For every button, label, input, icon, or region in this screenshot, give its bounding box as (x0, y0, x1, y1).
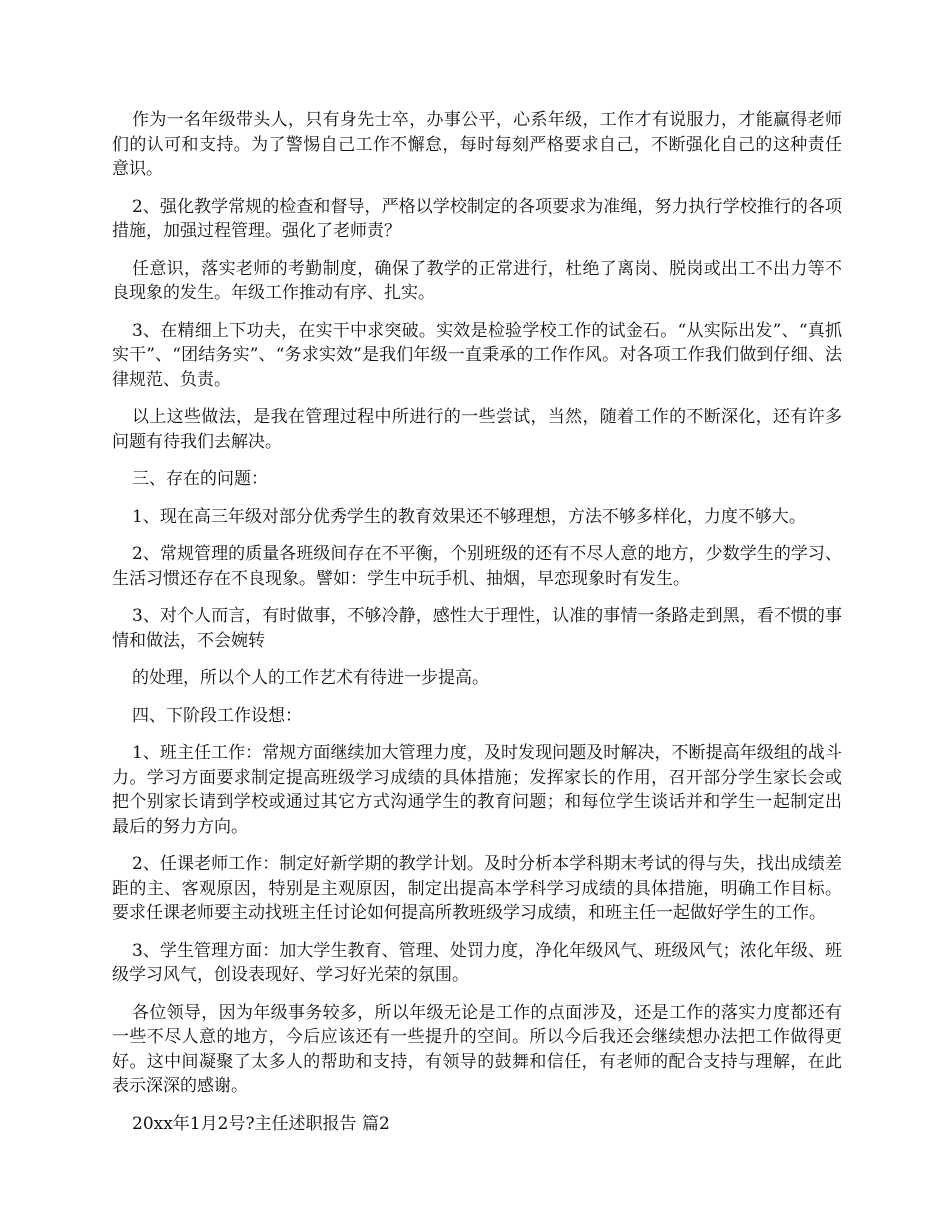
section-heading-next-plan: 四、下阶段工作设想： (132, 705, 302, 726)
paragraph-closing: 各位领导，因为年级事务较多，所以年级无论是工作的点面涉及，还是工作的落实力度都还有一些不尽人意的地方，今后应该还有一些提升的空间。所以今后我还会继续想办法把工作做得更好。这中间凝聚了太多人的帮助和支持，有领导的鼓舞和信任，有老师的配合支持与理解，在此表示深深的感谢。 (112, 1002, 842, 1096)
section-heading-problems: 三、存在的问题： (132, 469, 268, 489)
paragraph-plan-3: 3、学生管理方面：加大学生教育、管理、处罚力度，净化年级风气、班级风气；浓化年级、班级学习风气，创设表现好、学习好光荣的氛围。 (112, 940, 842, 985)
paragraph-responsibility: 作为一名年级带头人，只有身先士卒，办事公平，心系年级，工作才有说服力，才能赢得老师们的认可和支持。为了警惕自己工作不懈怠，每时每刻严格要求自己，不断强化自己的这种责任意识。 (112, 110, 842, 179)
paragraph-summary: 以上这些做法，是我在管理过程中所进行的一些尝试，当然，随着工作的不断深化，还有许多问题有待我们去解决。 (112, 407, 842, 452)
paragraph-work-style: 3、在精细上下功夫，在实干中求突破。实效是检验学校工作的试金石。“从实际出发”、“真抓实干”、“团结务实”、“务求实效”是我们年级一直秉承的工作作风。对各项工作我们做到仔细、法律规范、负责。 (112, 320, 842, 390)
paragraph-problem-2: 2、常规管理的质量各班级间存在不平衡，个别班级的还有不尽人意的地方，少数学生的学习、生活习惯还存在不良现象。譬如：学生中玩手机、抽烟，早恋现象时有发生。 (112, 544, 842, 589)
paragraph-plan-2: 2、任课老师工作：制定好新学期的教学计划。及时分析本学科期末考试的得与失，找出成绩差距的主、客观原因，特别是主观原因，制定出提高本学科学习成绩的具体措施，明确工作目标。要求任课老师要主动找班主任讨论如何提高所教班级学习成绩，和班主任一起做好学生的工作。 (112, 854, 842, 923)
paragraph-problem-1: 1、现在高三年级对部分优秀学生的教育效果还不够理想，方法不够多样化，力度不够大。 (132, 506, 806, 527)
document-page (112, 108, 842, 1149)
paragraph-date-title: 20xx年1月2号?主任述职报告 篇2 (132, 1113, 390, 1134)
paragraph-problem-3: 3、对个人而言，有时做事，不够冷静，感性大于理性，认准的事情一条路走到黑，看不惯的事情和做法，不会婉转 (112, 606, 842, 651)
paragraph-attendance: 任意识，落实老师的考勤制度，确保了教学的正常进行，杜绝了离岗、脱岗或出工不出力等不良现象的发生。年级工作推动有序、扎实。 (112, 258, 842, 303)
paragraph-problem-3-continued: 的处理，所以个人的工作艺术有待进一步提高。 (132, 668, 489, 688)
paragraph-plan-1: 1、班主任工作：常规方面继续加大管理力度，及时发现问题及时解决，不断提高年级组的战斗力。学习方面要求制定提高班级学习成绩的具体措施；发挥家长的作用，召开部分学生家长会或把个别家长请到学校或通过其它方式沟通学生的教育问题；和每位学生谈话并和学生一起制定出最后的努力方向。 (112, 743, 842, 837)
paragraph-teaching-routine: 2、强化教学常规的检查和督导，严格以学校制定的各项要求为准绳，努力执行学校推行的各项措施，加强过程管理。强化了老师责？ (112, 196, 842, 241)
